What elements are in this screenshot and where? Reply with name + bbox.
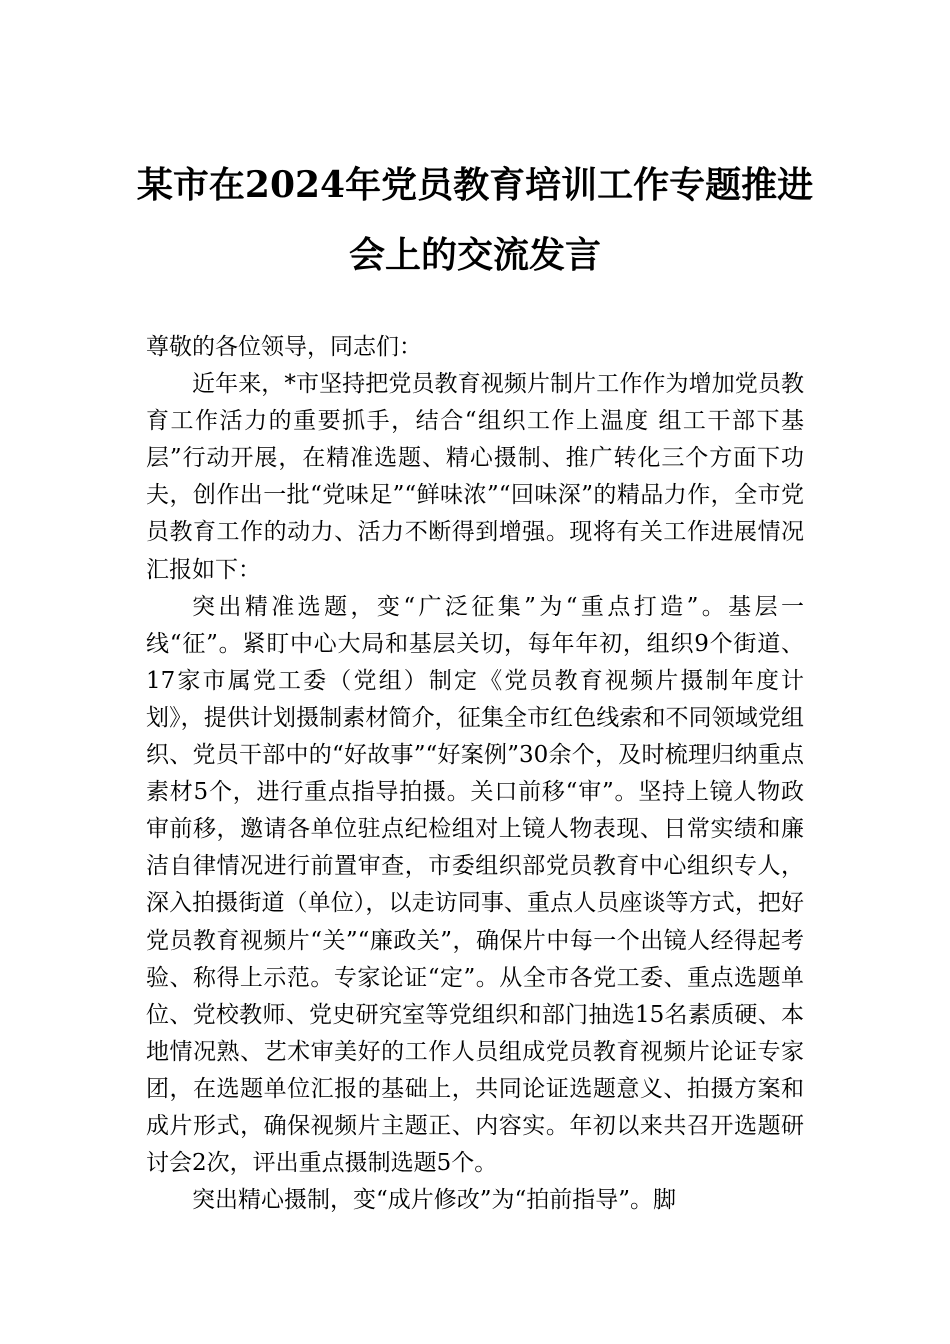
document-title-line-1: 某市在2024年党员教育培训工作专题推进 (136, 164, 814, 206)
salutation: 尊敬的各位领导，同志们： (146, 334, 422, 360)
paragraph-production: 突出精心摄制，变“成片修改”为“拍前指导”。脚 (192, 1187, 677, 1214)
document-title-line-2: 会上的交流发言 (348, 234, 601, 276)
document-body (146, 329, 804, 1219)
paragraph-topic-selection: 突出精准选题，变“广泛征集”为“重点打造”。基层一线“征”。紧盯中心大局和基层关切，每年年初，组织9个街道、17家市属党工委（党组）制定《党员教育视频片摄制年度计划》，提供计划摄制素材简介，征集全市红色线索和不同领域党组织、党员干部中的“好故事”“好案例”30余个，及时梳理归纳重点素材5个，进行重点指导拍摄。关口前移“审”。坚持上镜人物政审前移，邀请各单位驻点纪检组对上镜人物表现、日常实绩和廉洁自律情况进行前置审查，市委组织部党员教育中心组织专人，深入拍摄街道（单位），以走访同事、重点人员座谈等方式，把好党员教育视频片“关”“廉政关”，确保片中每一个出镜人经得起考验、称得上示范。专家论证“定”。从全市各党工委、重点选题单位、党校教师、党史研究室等党组织和部门抽选15名素质硬、本地情况熟、艺术审美好的工作人员组成党员教育视频片论证专家团，在选题单位汇报的基础上，共同论证选题意义、拍摄方案和成片形式，确保视频片主题正、内容实。年初以来共召开选题研讨会2次，评出重点摄制选题5个。 (146, 593, 804, 1177)
paragraph-intro: 近年来，*市坚持把党员教育视频片制片工作作为增加党员教育工作活力的重要抓手，结合“组织工作上温度 组工干部下基层”行动开展，在精准选题、精心摄制、推广转化三个方面下功夫，创作出一批“党味足”“鲜味浓”“回味深”的精品力作，全市党员教育工作的动力、活力不断得到增强。现将有关工作进展情况汇报如下： (146, 371, 804, 583)
